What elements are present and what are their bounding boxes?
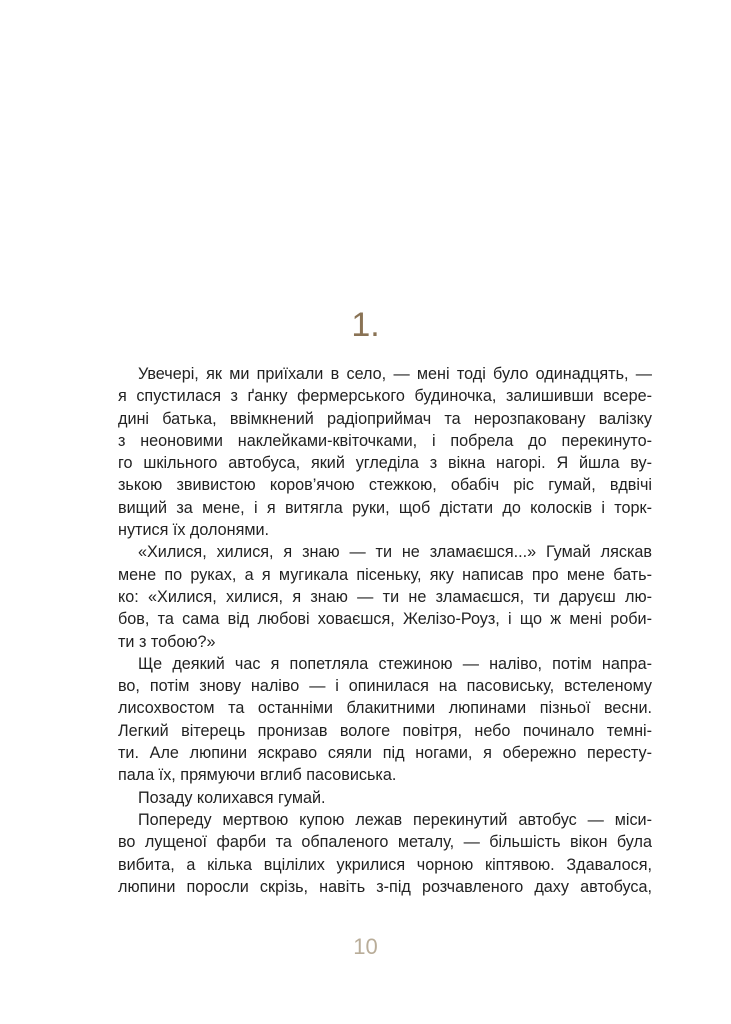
text-line: во лущеної фарби та обпаленого металу, — більшість вікон була <box>118 833 652 852</box>
text-line: Увечері, як ми приїхали в село, — мені тоді було одинадцять, — <box>138 365 652 383</box>
text-line: дині батька, ввімкнений радіоприймач та нерозпаковану валізку <box>118 409 652 428</box>
text-line: Ще деякий час я попетляла стежиною — наліво, потім напра- <box>138 654 652 673</box>
chapter-body-text <box>118 363 652 898</box>
text-line: ко: «Хилися, хилися, я знаю — ти не зламаєшся, ти даруєш лю- <box>118 587 652 606</box>
text-line: я спустилася з ґанку фермерського будиночка, залишивши всере- <box>118 387 652 406</box>
text-line: во, потім знову наліво — і опинилася на пасовиську, встеленому <box>118 677 652 696</box>
text-line: Легкий вітерець пронизав вологе повітря, небо починало темні- <box>118 721 652 740</box>
text-line: го шкільного автобуса, який угледіла з вікна нагорі. Я йшла ву- <box>118 454 652 473</box>
text-line: бов, та сама від любові ховаєшся, Желізо-Роуз, і що ж мені роби- <box>118 610 652 629</box>
text-line: з неоновими наклейками-квіточками, і побрела до перекинуто- <box>118 431 652 450</box>
text-line: мене по руках, а я мугикала пісеньку, яку написав про мене бать- <box>118 565 652 584</box>
text-line: Позаду колихався гумай. <box>138 788 326 807</box>
text-line: нутися їх долонями. <box>118 521 270 540</box>
text-line: люпини поросли скрізь, навіть з-під розчавленого даху автобуса, <box>118 877 652 896</box>
text-line: вибита, а кілька вцілілих укрилися чорною кіптявою. Здавалося, <box>118 855 652 874</box>
chapter-number: 1. <box>351 306 380 344</box>
text-line: Попереду мертвою купою лежав перекинутий автобус — міси- <box>138 810 652 829</box>
text-line: ти. Але люпини яскраво сяяли під ногами, я обережно пересту- <box>118 744 652 763</box>
text-line: пала їх, прямуючи вглиб пасовиська. <box>118 766 397 785</box>
text-line: «Хилися, хилися, я знаю — ти не зламаєшся...» Гумай ляскав <box>138 543 652 562</box>
page-number: 10 <box>353 934 378 959</box>
text-line: лисохвостом та останніми блакитними люпинами пізньої весни. <box>118 699 652 718</box>
text-line: зькою звивистою коров’ячою стежкою, обабіч ріс гумай, вдвічі <box>118 476 652 495</box>
text-line: вищий за мене, і я витягла руки, щоб дістати до колосків і торк- <box>118 498 652 517</box>
text-line: ти з тобою?» <box>118 632 216 651</box>
